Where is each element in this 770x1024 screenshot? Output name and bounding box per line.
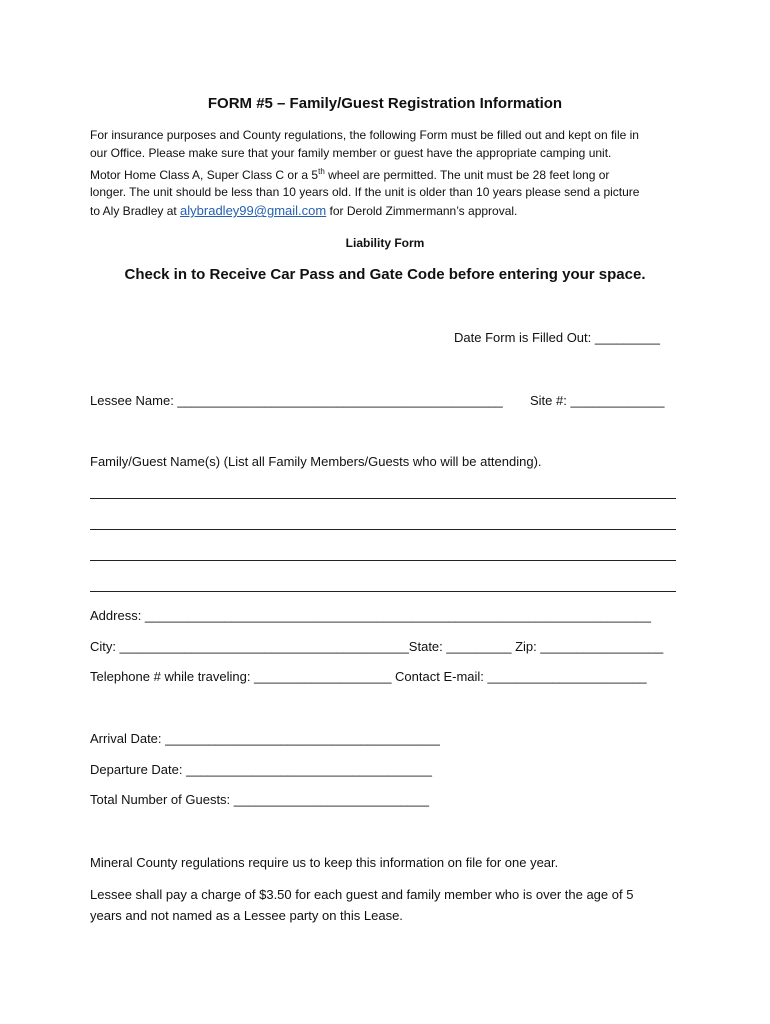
- site-field[interactable]: Site #: _____________: [530, 393, 665, 408]
- guest-name-line[interactable]: [90, 591, 676, 592]
- charge-note: [90, 884, 690, 926]
- intro-line: longer. The unit should be less than 10 years old. If the unit is older than 10 years please send a picture: [90, 185, 640, 200]
- total-guests-field[interactable]: Total Number of Guests: ___________________________: [90, 792, 429, 807]
- guest-names-label: Family/Guest Name(s) (List all Family Members/Guests who will be attending).: [90, 454, 542, 469]
- retention-note: [90, 852, 690, 873]
- intro-line: our Office. Please make sure that your family member or guest have the appropriate camping unit.: [90, 145, 612, 160]
- charge-text: years and not named as a Lessee party on this Lease.: [90, 908, 403, 923]
- guest-name-line[interactable]: [90, 498, 676, 499]
- departure-date-field[interactable]: Departure Date: __________________________________: [90, 762, 432, 777]
- guest-name-line[interactable]: [90, 529, 676, 530]
- arrival-date-field[interactable]: Arrival Date: ______________________________________: [90, 731, 440, 746]
- intro-line: [90, 163, 690, 185]
- date-filled-field[interactable]: Date Form is Filled Out: _________: [454, 330, 660, 345]
- charge-text: Lessee shall pay a charge of $3.50 for each guest and family member who is over the age of 5: [90, 887, 634, 902]
- address-field[interactable]: Address: ______________________________________________________________________: [90, 608, 652, 623]
- ordinal-suffix: th: [318, 166, 325, 176]
- intro-text: for Derold Zimmermann’s approval.: [326, 204, 518, 219]
- intro-line: For insurance purposes and County regulations, the following Form must be filled out and kept on file in: [90, 128, 639, 142]
- intro-line: [90, 202, 690, 221]
- intro-text: to Aly Bradley at: [90, 204, 181, 219]
- form-title: FORM #5 – Family/Guest Registration Information: [207, 95, 563, 112]
- intro-text: Motor Home Class A, Super Class C or a 5: [90, 167, 319, 182]
- intro-paragraph: [90, 127, 690, 221]
- email-link[interactable]: alybradley99@gmail.com: [180, 203, 327, 219]
- lessee-name-field[interactable]: Lessee Name: _____________________________________________: [90, 393, 503, 408]
- guest-name-line[interactable]: [90, 560, 676, 561]
- checkin-heading: Check in to Receive Car Pass and Gate Code before entering your space.: [124, 266, 646, 283]
- city-state-zip-field[interactable]: City: ________________________________________State: _________ Zip: _________________: [90, 639, 664, 654]
- telephone-email-field[interactable]: Telephone # while traveling: ___________________ Contact E-mail: ______________________: [90, 669, 647, 684]
- retention-text: Mineral County regulations require us to keep this information on file for one year.: [90, 855, 559, 870]
- liability-heading: Liability Form: [345, 236, 425, 250]
- intro-text: wheel are permitted. The unit must be 28 feet long or: [324, 167, 610, 182]
